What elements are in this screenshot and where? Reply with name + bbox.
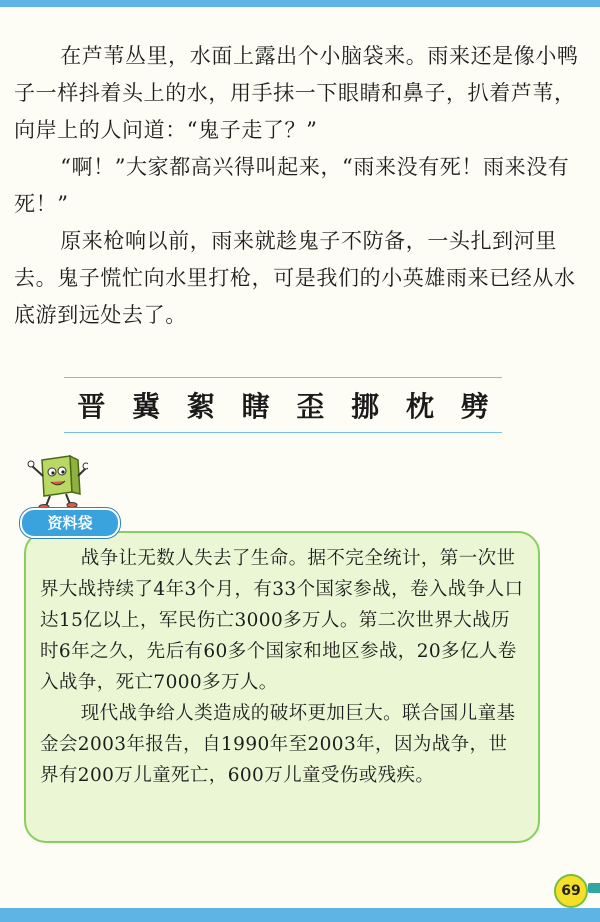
story-text (14, 38, 584, 334)
new-character: 挪 (351, 390, 380, 423)
info-paragraph: 战争让无数人失去了生命。据不完全统计，第一次世界大战持续了4年3个月，有33个国家参战，卷入战争人口达15亿以上，军民伤亡3000多万人。第二次世界大战历时6年之久，先后有60多个国家和地区参战，20多亿人卷入战争，死亡7000多万人。 (40, 548, 524, 693)
bottom-border-band (0, 908, 600, 922)
new-character: 晋 (77, 390, 106, 423)
story-paragraph: 原来枪响以前，雨来就趁鬼子不防备，一头扎到河里去。鬼子慌忙向水里打枪，可是我们的小英雄雨来已经从水底游到远处去了。 (14, 229, 576, 327)
book-mascot-icon (26, 452, 88, 510)
info-box (24, 531, 540, 843)
new-characters-box (64, 377, 502, 433)
info-paragraph: 现代战争给人类造成的破坏更加巨大。联合国儿童基金会2003年报告，自1990年至2003年，因为战争，世界有200万儿童死亡，600万儿童受伤或残疾。 (40, 703, 516, 786)
story-paragraph: 在芦苇丛里，水面上露出个小脑袋来。雨来还是像小鸭子一样抖着头上的水，用手抹一下眼睛和鼻子，扒着芦苇，向岸上的人问道：“鬼子走了？” (14, 44, 579, 142)
page-tab-marker (588, 883, 600, 893)
info-box-label: 资料袋 (20, 508, 120, 538)
story-paragraph: “啊！”大家都高兴得叫起来，“雨来没有死！雨来没有死！” (14, 155, 570, 216)
divider-line (64, 432, 502, 433)
new-character: 枕 (405, 390, 434, 423)
new-characters-row (64, 385, 502, 425)
new-character: 冀 (132, 390, 161, 423)
top-border-band (0, 0, 600, 7)
new-character: 劈 (460, 390, 489, 423)
new-character: 絮 (186, 390, 215, 423)
new-character: 歪 (296, 390, 325, 423)
divider-line (64, 377, 502, 378)
page-number: 69 (554, 874, 588, 908)
new-character: 瞎 (241, 390, 270, 423)
